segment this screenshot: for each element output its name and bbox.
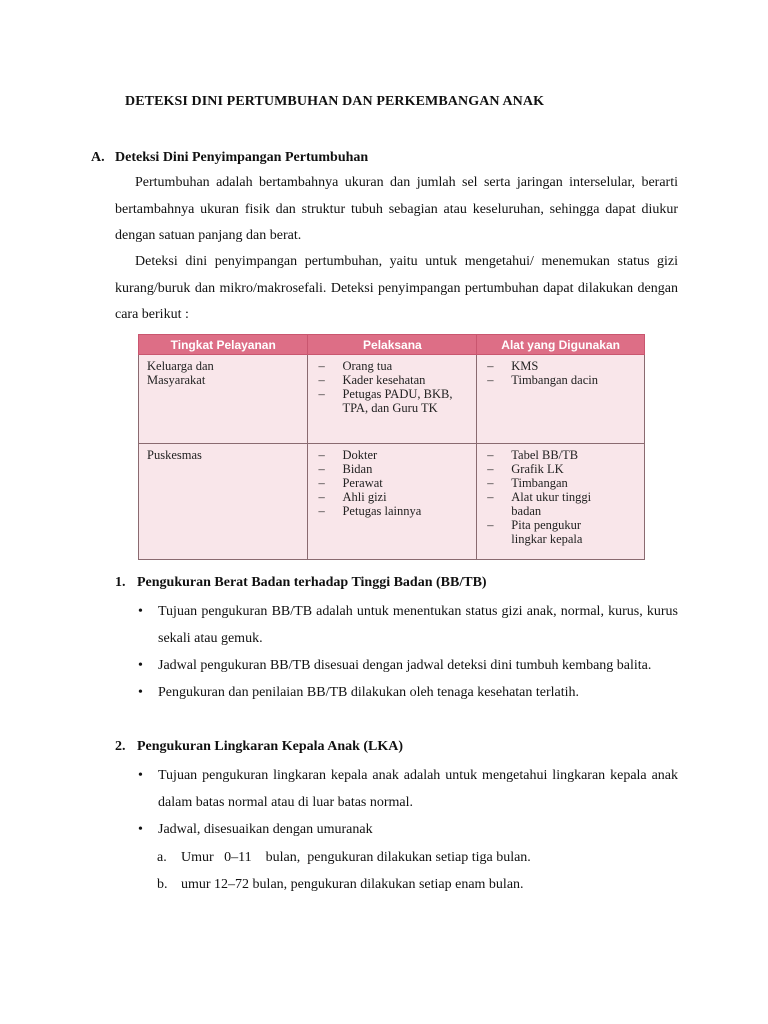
- list-item: – Grafik LK: [485, 462, 636, 476]
- document-title: DETEKSI DINI PERTUMBUHAN DAN PERKEMBANGAN ANAK: [125, 94, 545, 109]
- cell-executors: [308, 355, 477, 444]
- point-2-bullets: [138, 762, 678, 843]
- list-item: – Tabel BB/TB: [485, 448, 636, 462]
- bullet-text: Pengukuran dan penilaian BB/TB dilakukan oleh tenaga kesehatan terlatih.: [158, 685, 580, 700]
- sub-item-text: Umur 0–11 bulan, pengukuran dilakukan setiap tiga bulan.: [181, 850, 531, 865]
- list-item: – Timbangan dacin: [485, 373, 636, 387]
- list-item: – Ahli gizi: [316, 490, 468, 504]
- sub-item: [157, 871, 531, 898]
- header-executor: Pelaksana: [308, 335, 477, 355]
- point-1-bullets: [138, 598, 678, 706]
- bullet-item: • Pengukuran dan penilaian BB/TB dilakukan oleh tenaga kesehatan terlatih.: [138, 685, 580, 700]
- table-row: [139, 355, 645, 444]
- list-item: – Bidan: [316, 462, 468, 476]
- bullet-item: • Tujuan pengukuran lingkaran kepala anak adalah untuk mengetahui lingkaran kepala anak dalam batas normal atau di luar batas normal.: [138, 768, 678, 810]
- list-item: – Orang tua: [316, 359, 468, 373]
- list-item: – Petugas PADU, BKB, TPA, dan Guru TK: [316, 387, 452, 415]
- list-item: – Petugas lainnya: [316, 504, 468, 518]
- sub-item-label: b.: [157, 877, 168, 892]
- point-1-title: Pengukuran Berat Badan terhadap Tinggi Badan (BB/TB): [137, 575, 487, 590]
- bullet-item: • Tujuan pengukuran BB/TB adalah untuk menentukan status gizi anak, normal, kurus, kurus sekali atau gemuk.: [138, 604, 678, 646]
- cell-level: [139, 444, 308, 560]
- paragraph-1: [115, 170, 678, 250]
- list-item: – Dokter: [316, 448, 468, 462]
- bullet-item: • Jadwal pengukuran BB/TB disesuai dengan jadwal deteksi dini tumbuh kembang balita.: [138, 658, 652, 673]
- bullet-text: Jadwal, disesuaikan dengan umuranak: [158, 822, 373, 837]
- bullet-text: Jadwal pengukuran BB/TB disesuai dengan jadwal deteksi dini tumbuh kembang balita.: [158, 658, 652, 673]
- bullet-text: Tujuan pengukuran lingkaran kepala anak adalah untuk mengetahui lingkaran kepala anak dalam batas normal atau di luar batas normal.: [158, 768, 678, 810]
- header-level: Tingkat Pelayanan: [139, 335, 308, 355]
- list-item: – Pita pengukur lingkar kepala: [485, 518, 611, 546]
- list-item: – Kader kesehatan: [316, 373, 468, 387]
- detection-table: [138, 334, 645, 560]
- level-text: Keluarga dan Masyarakat: [147, 359, 214, 387]
- point-2-heading: [115, 739, 403, 755]
- point-2-sub-list: [157, 844, 531, 898]
- sub-item-text: umur 12–72 bulan, pengukuran dilakukan setiap enam bulan.: [181, 877, 524, 892]
- paragraph-1-text: Pertumbuhan adalah bertambahnya ukuran dan jumlah sel serta jaringan interselular, berarti bertambahnya ukuran fisik dan struktur tubuh sebagian atau keseluruhan, sehingga dapat diukur dengan satuan panjang dan berat.: [115, 175, 678, 243]
- bullet-text: Tujuan pengukuran BB/TB adalah untuk menentukan status gizi anak, normal, kurus, kurus sekali atau gemuk.: [158, 604, 678, 646]
- cell-tools: [477, 355, 645, 444]
- point-1-number: 1.: [115, 575, 126, 590]
- sub-item-label: a.: [157, 850, 167, 865]
- point-1-heading: [115, 575, 487, 591]
- paragraph-2-text: Deteksi dini penyimpangan pertumbuhan, yaitu untuk mengetahui/ menemukan status gizi kurang/buruk dan mikro/makrosefali. Deteksi penyimpangan pertumbuhan dapat dilakukan dengan cara berikut :: [115, 254, 678, 322]
- point-2-number: 2.: [115, 739, 126, 754]
- cell-level: [139, 355, 308, 444]
- section-a-heading: [91, 150, 368, 166]
- level-text: Puskesmas: [147, 448, 202, 462]
- table-header-row: [139, 335, 645, 355]
- table-row: [139, 444, 645, 560]
- list-item: – Timbangan: [485, 476, 636, 490]
- header-tools: Alat yang Digunakan: [477, 335, 645, 355]
- section-a-title: Deteksi Dini Penyimpangan Pertumbuhan: [115, 150, 369, 165]
- sub-item: [157, 844, 531, 871]
- cell-executors: [308, 444, 477, 560]
- list-item: – Alat ukur tinggi badan: [485, 490, 611, 518]
- section-a-label: A.: [91, 150, 105, 165]
- list-item: – KMS: [485, 359, 636, 373]
- list-item: – Perawat: [316, 476, 468, 490]
- paragraph-2: [115, 249, 678, 329]
- point-2-title: Pengukuran Lingkaran Kepala Anak (LKA): [137, 739, 404, 754]
- cell-tools: [477, 444, 645, 560]
- bullet-item: • Jadwal, disesuaikan dengan umuranak: [138, 822, 373, 837]
